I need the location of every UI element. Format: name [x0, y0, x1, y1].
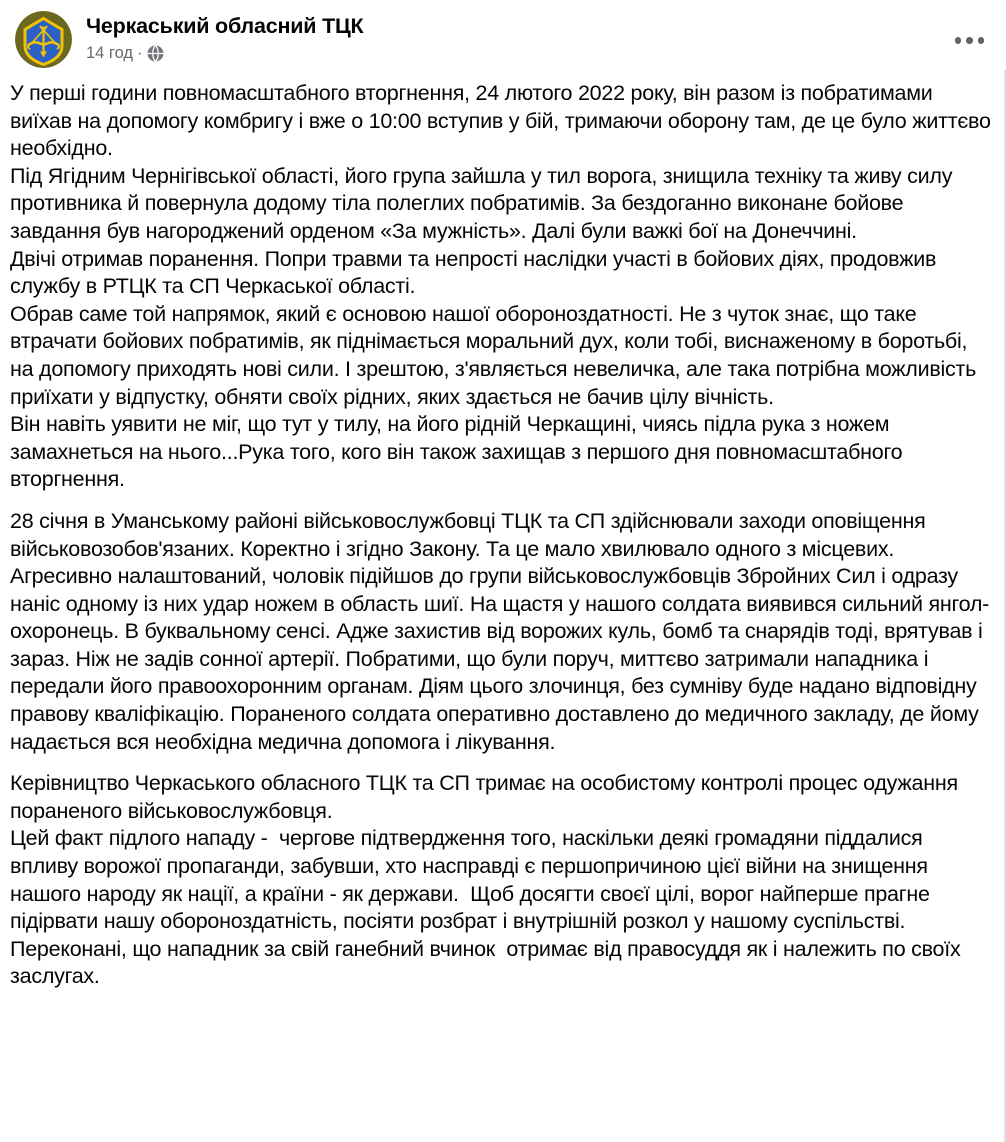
- post-header: [0, 0, 1006, 77]
- page-logo-shield-icon: [15, 11, 72, 68]
- post-paragraph: Під Ягідним Чернігівської області, його група зайшла у тил ворога, знищила техніку та живу силу противника й повернула додому тіла полеглих побратимів. За бездоганно виконане бойове завдання був нагороджений орденом «За мужність». Далі були важкі бої на Донеччині.: [10, 163, 958, 243]
- post-paragraph: Переконані, що нападник за свій ганебний вчинок отримає від правосуддя як і належить по своїх заслугах.: [10, 936, 967, 989]
- post-text: [0, 77, 1006, 991]
- post-paragraph: 28 січня в Уманському районі військовослужбовці ТЦК та СП здійснювали заходи оповіщення військовозобов'язаних. Коректно і згідно Закону. Та це мало хвилювало одного з місцевих. Агресивно налаштований, чоловік підійшов до групи військовослужбовців Збройних Сил і одразу наніс одному із них удар ножем в область шиї. На щастя у нашого солдата виявився сильний янгол-охоронець. В буквальному сенсі. Адже захистив від ворожих куль, бомб та снарядів тоді, врятував і зараз. Ніж не задів сонної артерії. Побратими, що були поруч, миттєво затримали нападника і передали його правоохоронним органам. Діям цього злочинця, без сумніву буде надано відповідну правову кваліфікацію. Пораненого солдата оперативно доставлено до медичного закладу, де йому надається вся необхідна медична допомога і лікування.: [10, 508, 990, 754]
- post-paragraph: У перші години повномасштабного вторгнення, 24 лютого 2022 року, він разом із побратимами виїхав на допомогу комбригу і вже о 10:00 вступив у бій, тримаючи оборону там, де це було життєво необхідно.: [10, 81, 997, 161]
- header-meta: [86, 11, 363, 63]
- text-block-3: [10, 770, 994, 991]
- ellipsis-dot: [955, 37, 962, 44]
- post-paragraph: Керівництво Черкаського обласного ТЦК та СП тримає на особистому контролі процес одужання пораненого військовослужбовця.: [10, 771, 964, 823]
- text-block-1: [10, 80, 997, 494]
- post-timestamp[interactable]: 14 год: [86, 44, 134, 62]
- post-meta-row: [86, 43, 363, 63]
- text-block-2: [10, 508, 994, 756]
- post-paragraph: Цей факт підлого нападу - чергове підтвердження того, наскільки деякі громадяни піддалися впливу ворожої пропаганди, забувши, хто насправді є першопричиною цієї війни на знищення нашого народу як нації, а країни - як держави. Щоб досягти своєї цілі, ворог найперше прагне підірвати нашу обороноздатність, посіяти розбрат і внутрішній розкол у нашому суспільстві.: [10, 826, 936, 934]
- meta-separator: ·: [137, 44, 143, 62]
- post-paragraph: Двічі отримав поранення. Попри травми та непрості наслідки участі в бойових діях, продовжив службу в РТЦК та СП Черкаської області.: [10, 246, 942, 299]
- post-options-button[interactable]: [953, 31, 987, 50]
- post-paragraph: Обрав саме той напрямок, який є основою нашої обороноздатності. Не з чуток знає, що таке втрачати бойових побратимів, як піднімається моральний дух, коли тобі, виснаженому в боротьбі, на допомогу приходять нові сили. І зрештою, з'являється невеличка, але така потрібна можливість приїхати у відпустку, обняти своїх рідних, яких здається не бачив цілу вічність.: [10, 301, 982, 409]
- page-name-link[interactable]: Черкаський обласний ТЦК: [86, 14, 364, 38]
- ellipsis-dot: [978, 37, 985, 44]
- page-avatar[interactable]: [15, 11, 72, 68]
- globe-privacy-icon: [147, 45, 164, 62]
- ellipsis-dot: [966, 37, 973, 44]
- post-paragraph: Він навіть уявити не міг, що тут у тилу, на його рідній Черкащині, чиясь підла рука з ножем замахнеться на нього...Рука того, кого він також захищав з першого дня повномасштабного вторгнення.: [10, 412, 909, 492]
